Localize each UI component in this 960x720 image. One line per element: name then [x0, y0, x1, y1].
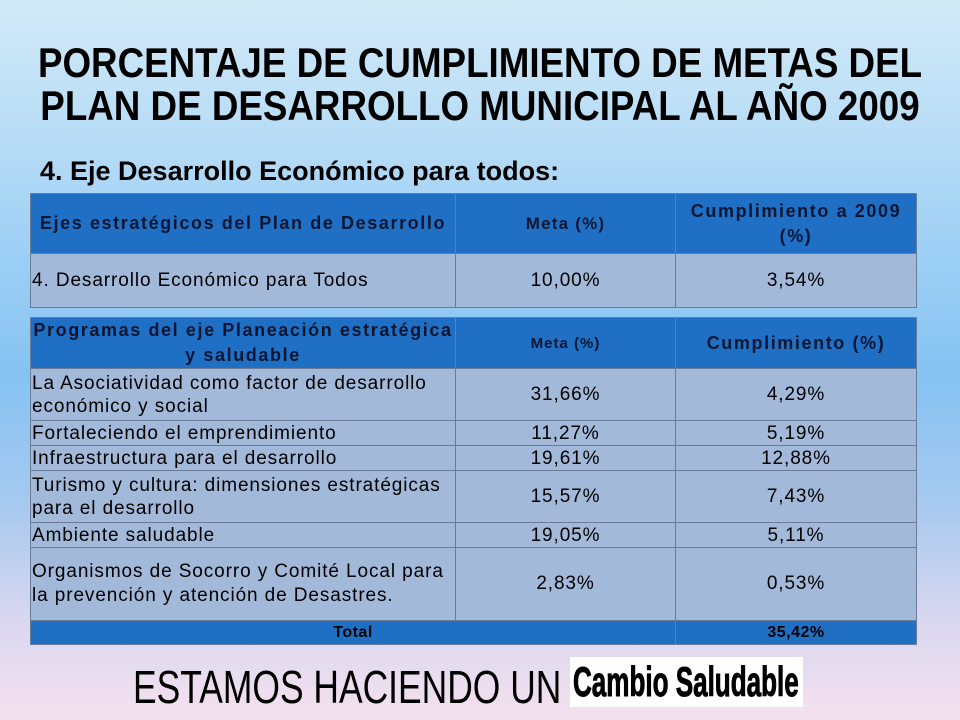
program-label-line: La Asociatividad como factor de desarrollo [32, 372, 427, 394]
program-cumplimiento: 7,43% [676, 471, 917, 523]
program-cumplimiento: 5,19% [676, 421, 917, 446]
table-row [31, 421, 917, 446]
programs-header-label-line-2: y saludable [185, 345, 301, 365]
programs-header-cumplimiento-cell [676, 318, 917, 369]
axis-row-meta: 10,00% [456, 254, 676, 308]
slide-title-line-1: PORCENTAJE DE CUMPLIMIENTO DE METAS DEL [37, 39, 923, 86]
program-meta: 15,57% [456, 471, 676, 523]
program-label-cell [31, 446, 456, 471]
axis-header-label: Ejes estratégicos del Plan de Desarrollo [39, 213, 447, 233]
program-label-cell [31, 548, 456, 621]
axis-header-cumplimiento-cell [676, 194, 917, 254]
programs-header-meta-cell [456, 318, 676, 369]
table-row [31, 369, 917, 421]
program-cumplimiento: 4,29% [676, 369, 917, 421]
total-row [31, 621, 917, 645]
programs-table-header-row [31, 318, 917, 369]
program-label-line: Organismos de Socorro y Comité Local para [32, 561, 444, 582]
total-label: Total [31, 621, 676, 645]
axis-header-cumplimiento-line-2: (%) [779, 225, 813, 246]
program-label-line: Fortaleciendo el emprendimiento [32, 422, 337, 444]
program-label-line: para el desarrollo [32, 497, 196, 519]
program-label-line: la prevención y atención de Desastres. [32, 585, 394, 606]
axis-row-cumplimiento: 3,54% [676, 254, 917, 308]
program-meta: 11,27% [456, 421, 676, 446]
axis-row-label: 4. Desarrollo Económico para Todos [32, 270, 369, 291]
programs-header-meta: Meta (%) [530, 334, 601, 352]
program-meta: 19,05% [456, 523, 676, 548]
program-label-line: económico y social [32, 395, 209, 417]
axis-header-meta: Meta (%) [525, 214, 606, 233]
logo-text: Cambio Saludable [573, 658, 799, 705]
table-row [31, 471, 917, 523]
program-cumplimiento: 0,53% [676, 548, 917, 621]
program-label-cell [31, 369, 456, 421]
program-label-cell [31, 523, 456, 548]
section-subtitle: 4. Eje Desarrollo Económico para todos: [40, 156, 560, 186]
programs-header-label-line-1: Programas del eje Planeación estratégica [33, 320, 453, 340]
programs-header-label-cell [31, 318, 456, 369]
program-meta: 2,83% [456, 548, 676, 621]
cambio-saludable-logo [570, 657, 803, 707]
table-row [31, 446, 917, 471]
axis-row-label-cell [31, 254, 456, 308]
table-row [31, 254, 917, 308]
program-meta: 19,61% [456, 446, 676, 471]
axis-header-meta-cell [456, 194, 676, 254]
program-cumplimiento: 5,11% [676, 523, 917, 548]
program-label-cell [31, 421, 456, 446]
axis-header-cumplimiento-line-1: Cumplimiento a 2009 [690, 200, 902, 221]
slide-title-line-2: PLAN DE DESARROLLO MUNICIPAL AL AÑO 2009 [40, 82, 920, 129]
program-label-line: Infraestructura para el desarrollo [32, 447, 338, 469]
program-cumplimiento: 12,88% [676, 446, 917, 471]
program-label-cell [31, 471, 456, 523]
total-value: 35,42% [676, 621, 917, 645]
programs-header-cumplimiento: Cumplimiento (%) [706, 332, 886, 353]
program-meta: 31,66% [456, 369, 676, 421]
program-label-line: Turismo y cultura: dimensiones estratégicas [32, 474, 441, 496]
programs-table [30, 317, 917, 645]
footer-slogan: ESTAMOS HACIENDO UN [133, 661, 562, 713]
table-row [31, 523, 917, 548]
axis-header-label-cell [31, 194, 456, 254]
table-row [31, 548, 917, 621]
axis-table-header-row [31, 194, 917, 254]
program-label-line: Ambiente saludable [32, 524, 216, 546]
axis-table [30, 193, 917, 308]
